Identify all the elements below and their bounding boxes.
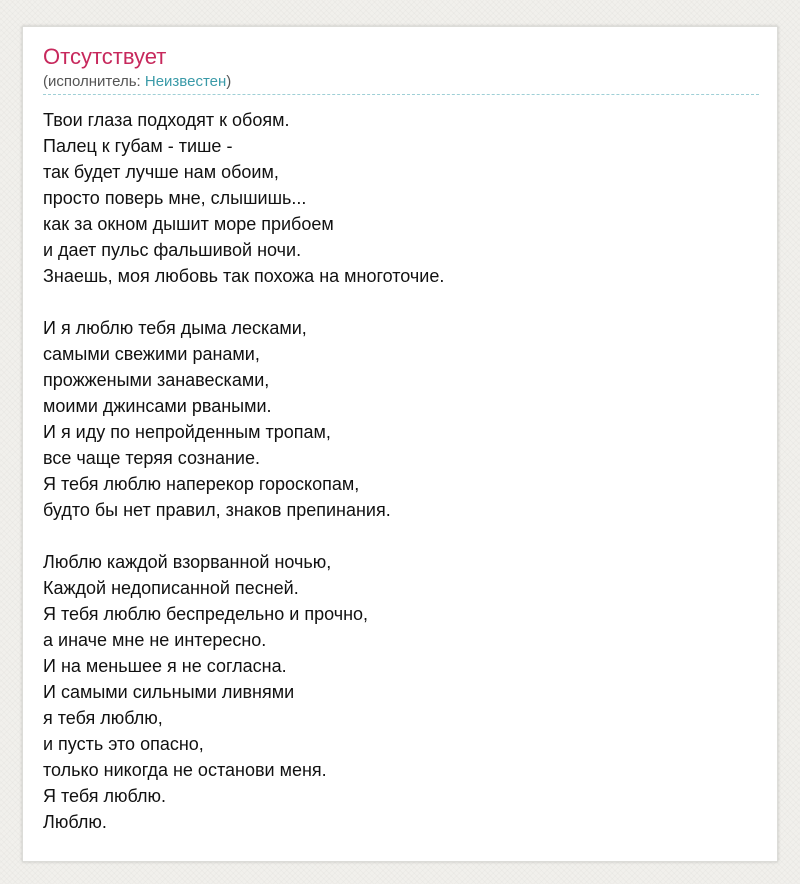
lyrics-line: так будет лучше нам обоим, xyxy=(43,162,279,182)
lyrics-line: все чаще теряя сознание. xyxy=(43,448,260,468)
lyrics-line: Люблю. xyxy=(43,812,107,832)
lyrics-line: будто бы нет правил, знаков препинания. xyxy=(43,500,391,520)
lyrics-stanza xyxy=(43,315,759,523)
lyrics-line: Палец к губам - тише - xyxy=(43,136,233,156)
lyrics-line: Люблю каждой взорванной ночью, xyxy=(43,552,332,572)
artist-suffix: ) xyxy=(226,73,232,90)
title-divider xyxy=(43,94,759,95)
lyrics-line: самыми свежими ранами, xyxy=(43,344,260,364)
lyrics-line: только никогда не останови меня. xyxy=(43,760,327,780)
lyrics-line: И самыми сильными ливнями xyxy=(43,682,295,702)
artist-line xyxy=(43,73,231,91)
lyrics-line: И на меньшее я не согласна. xyxy=(43,656,287,676)
lyrics-line: Я тебя люблю. xyxy=(43,786,167,806)
artist-link[interactable]: Неизвестен xyxy=(144,73,227,90)
lyrics-line: а иначе мне не интересно. xyxy=(43,630,267,650)
lyrics-line: Твои глаза подходят к обоям. xyxy=(43,110,290,130)
lyrics-line: как за окном дышит море прибоем xyxy=(43,214,334,234)
artist-prefix: (исполнитель: xyxy=(43,73,145,90)
lyrics-line: и пусть это опасно, xyxy=(43,734,204,754)
lyrics-text xyxy=(43,107,759,835)
lyrics-line: прожжеными занавесками, xyxy=(43,370,270,390)
song-title: Отсутствует xyxy=(43,44,167,69)
lyrics-line: Я тебя люблю беспредельно и прочно, xyxy=(43,604,369,624)
lyrics-line: Я тебя люблю наперекор гороскопам, xyxy=(43,474,360,494)
lyrics-line: Знаешь, моя любовь так похожа на многоточие. xyxy=(43,266,445,286)
lyrics-stanza xyxy=(43,549,759,835)
lyrics-line: просто поверь мне, слышишь... xyxy=(43,188,307,208)
lyrics-line: И я люблю тебя дыма лесками, xyxy=(43,318,307,338)
lyrics-line: Каждой недописанной песней. xyxy=(43,578,299,598)
lyrics-line: моими джинсами рваными. xyxy=(43,396,272,416)
lyrics-stanza xyxy=(43,107,759,289)
lyrics-line: и дает пульс фальшивой ночи. xyxy=(43,240,302,260)
lyrics-line: И я иду по непройденным тропам, xyxy=(43,422,331,442)
lyrics-card xyxy=(22,26,778,862)
lyrics-line: я тебя люблю, xyxy=(43,708,163,728)
